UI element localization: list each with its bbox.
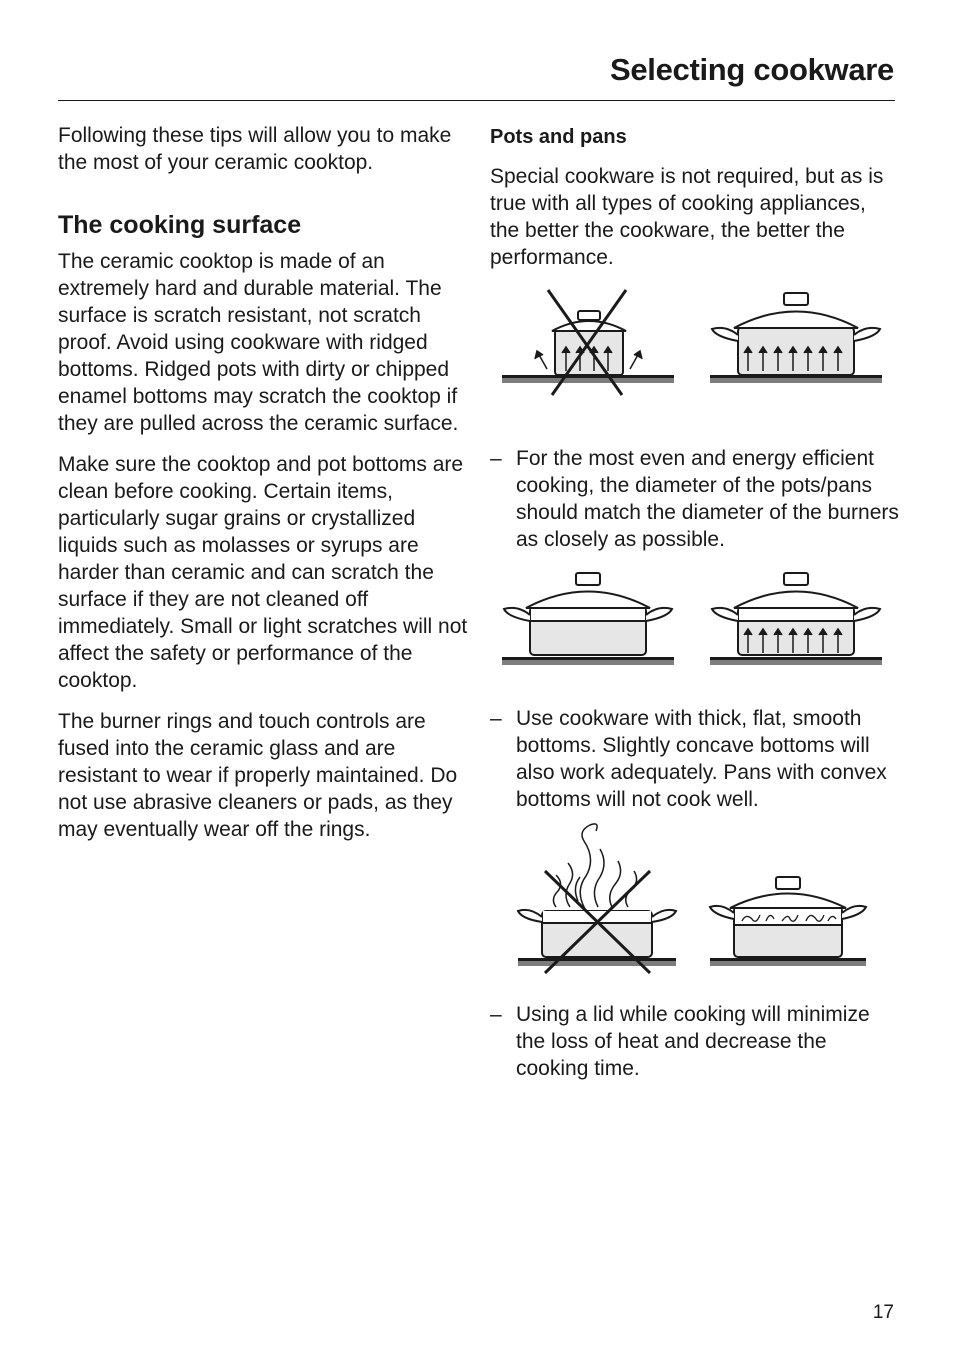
bullet-text: Use cookware with thick, flat, smooth bottoms. Slightly concave bottoms will also work adequately. Pans with convex bottoms will not cook well. xyxy=(516,707,887,811)
tall-pot-vs-wide-pot-illustration xyxy=(490,285,900,435)
subheading: Pots and pans xyxy=(490,126,627,148)
section-heading: The cooking surface xyxy=(58,211,302,239)
body-paragraph: The ceramic cooktop is made of an extremely hard and durable material. The surface is scratch resistant, not scratch proof. Avoid using cookware with ridged bottoms. Ridged pots with dirty or chipped enamel bottoms may scratch the cooktop if they are pulled across the ceramic surface. xyxy=(58,250,459,435)
bullet-text: Using a lid while cooking will minimize the loss of heat and decrease the cooking time. xyxy=(516,1003,870,1080)
right-column xyxy=(490,122,900,1082)
intro-paragraph: Following these tips will allow you to make the most of your ceramic cooktop. xyxy=(58,124,452,174)
page-number: 17 xyxy=(872,1302,894,1323)
bullet-dash: – xyxy=(490,1003,502,1026)
pot-bottom-comparison-illustration xyxy=(490,567,900,697)
bullet-dash: – xyxy=(490,447,502,470)
bullet-text: For the most even and energy efficient cooking, the diameter of the pots/pans should match the diameter of the burners as closely as possible. xyxy=(516,447,899,551)
open-pot-steam-icon xyxy=(518,824,676,973)
bullet-item xyxy=(490,705,900,813)
heated-pot-icon xyxy=(710,573,882,665)
flat-pot-icon xyxy=(502,573,674,665)
bullet-item xyxy=(490,445,900,553)
body-paragraph: The burner rings and touch controls are fused into the ceramic glass and are resistant to wear if properly maintained. Do not use abrasive cleaners or pads, as they may eventually wear off the rings. xyxy=(58,710,458,841)
body-paragraph: Make sure the cooktop and pot bottoms are clean before cooking. Certain items, particularly sugar grains or crystallized liquids such as molasses or syrups are harder than ceramic and can scratch the surface if they are not cleaned off immediately. Small or light scratches will not affect the safety or performance of the cooktop. xyxy=(58,453,468,692)
narrow-pot-icon xyxy=(502,290,674,395)
pots-intro-paragraph: Special cookware is not required, but as is true with all types of cooking appliances, the better the cookware, the better the performance. xyxy=(490,165,884,269)
bullet-item xyxy=(490,1001,900,1082)
page-title: Selecting cookware xyxy=(609,52,894,87)
left-column xyxy=(58,122,468,843)
header-rule xyxy=(58,100,895,101)
lid-vs-no-lid-illustration xyxy=(490,821,900,991)
lidded-pot-icon xyxy=(710,877,866,966)
wide-pot-icon xyxy=(710,293,882,383)
bullet-dash: – xyxy=(490,707,502,730)
